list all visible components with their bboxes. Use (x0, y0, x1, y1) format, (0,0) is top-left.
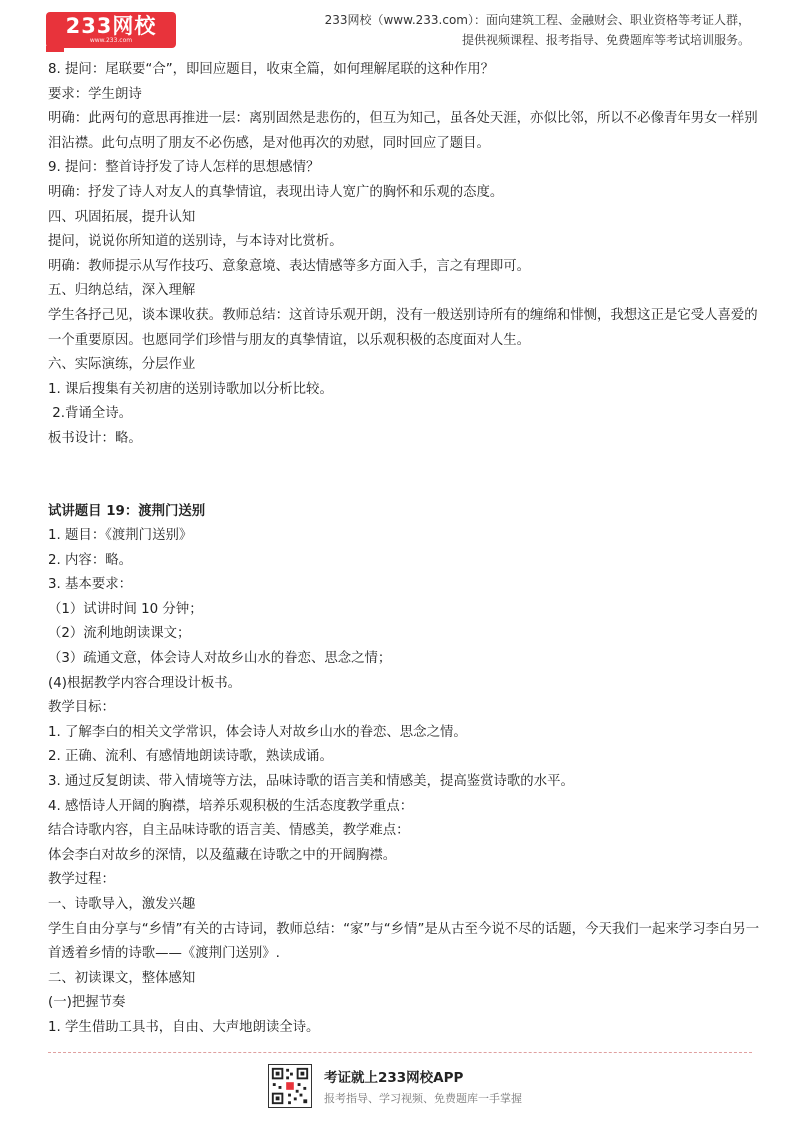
paragraph: 明确：此两句的意思再推进一层：离别固然是悲伤的，但互为知己，虽各处天涯，亦似比邻，所以不必像青年男女一样别泪沾襟。此句点明了朋友不必伤感，是对他再次的劝慰，同时回应了题目。 (48, 111, 758, 151)
paragraph: 要求：学生朗诗 (48, 86, 142, 102)
paragraph: (一)把握节奏 (48, 995, 126, 1011)
paragraph: 教学过程： (48, 872, 115, 888)
paragraph: (4)根据教学内容合理设计板书。 (48, 675, 242, 691)
footer-app-title: 考证就上233网校APP (324, 1070, 464, 1086)
paragraph: 结合诗歌内容，自主品味诗歌的语言美、情感美，教学难点： (48, 823, 410, 839)
paragraph: 9. 提问：整首诗抒发了诗人怎样的思想感情？ (48, 160, 320, 176)
spacer (48, 452, 760, 500)
logo-text: 233网校 (65, 14, 157, 38)
paragraph: 3. 通过反复朗读、带入情境等方法，品味诗歌的语言美和情感美，提高鉴赏诗歌的水平。 (48, 774, 574, 790)
logo-url: www.233.com (89, 37, 133, 44)
paragraph: 提问，说说你所知道的送别诗，与本诗对比赏析。 (48, 234, 343, 250)
paragraph: 8. 提问：尾联要“合”，即回应题目，收束全篇，如何理解尾联的这种作用？ (48, 62, 495, 77)
page-header (0, 0, 800, 58)
paragraph: 2. 内容：略。 (48, 552, 132, 568)
paragraph: 2. 正确、流利、有感情地朗读诗歌，熟读成诵。 (48, 749, 333, 765)
paragraph: 1. 题目：《渡荆门送别》 (48, 528, 193, 544)
paragraph: 体会李白对故乡的深情，以及蕴藏在诗歌之中的开阔胸襟。 (48, 847, 397, 863)
brand-logo[interactable] (46, 12, 176, 48)
header-tagline-line2: 提供视频课程、报考指导、免费题库等考试培训服务。 (461, 33, 750, 47)
paragraph: 1. 学生借助工具书，自由、大声地朗读全诗。 (48, 1019, 320, 1035)
footer-app-subtitle: 报考指导、学习视频、免费题库一手掌握 (324, 1092, 522, 1105)
paragraph: 2.背诵全诗。 (48, 406, 132, 422)
paragraph: （3）疏通文意，体会诗人对故乡山水的眷恋、思念之情； (48, 651, 392, 667)
paragraph: 4. 感悟诗人开阔的胸襟，培养乐观积极的生活态度教学重点： (48, 798, 414, 814)
lecture-title: 试讲题目 19：渡荆门送别 (48, 503, 206, 519)
section-heading: 二、初读课文，整体感知 (48, 970, 196, 986)
paragraph: 板书设计：略。 (48, 430, 142, 446)
section-heading: 一、诗歌导入，激发兴趣 (48, 897, 196, 912)
paragraph: 1. 课后搜集有关初唐的送别诗歌加以分析比较。 (48, 381, 333, 397)
section-heading: 四、巩固拓展，提升认知 (48, 209, 196, 225)
paragraph: 学生自由分享与“乡情”有关的古诗词，教师总结：“家”与“乡情”是从古至今说不尽的话题，今天我们一起来学习李白另一首透着乡情的诗歌——《渡荆门送别》. (48, 921, 760, 962)
section-heading: 六、实际演练，分层作业 (48, 357, 196, 373)
paragraph: 学生各抒己见，谈本课收获。教师总结：这首诗乐观开朗，没有一般送别诗所有的缠绵和悱恻，我想这正是它受人喜爱的一个重要原因。也愿同学们珍惜与朋友的真挚情谊，以乐观积极的态度面对人生。 (48, 307, 758, 348)
paragraph: 1. 了解李白的相关文学常识，体会诗人对故乡山水的眷恋、思念之情。 (48, 724, 467, 740)
paragraph: （1）试讲时间 10 分钟； (48, 601, 203, 617)
document-body (48, 58, 760, 1041)
section-heading: 五、归纳总结，深入理解 (48, 283, 196, 299)
paragraph: 明确：抒发了诗人对友人的真挚情谊，表现出诗人宽广的胸怀和乐观的态度。 (48, 184, 504, 200)
logo-accent (46, 46, 64, 52)
paragraph: 教学目标： (48, 700, 115, 716)
paragraph: （2）流利地朗读课文； (48, 626, 191, 642)
paragraph: 3. 基本要求： (48, 577, 132, 593)
header-tagline-line1: 233网校（www.233.com）：面向建筑工程、金融财会、职业资格等考证人群， (324, 13, 750, 27)
header-tagline (280, 10, 750, 50)
paragraph: 明确：教师提示从写作技巧、意象意境、表达情感等多方面入手，言之有理即可。 (48, 258, 531, 274)
footer-divider (48, 1052, 752, 1053)
qr-code-icon[interactable] (268, 1064, 312, 1108)
